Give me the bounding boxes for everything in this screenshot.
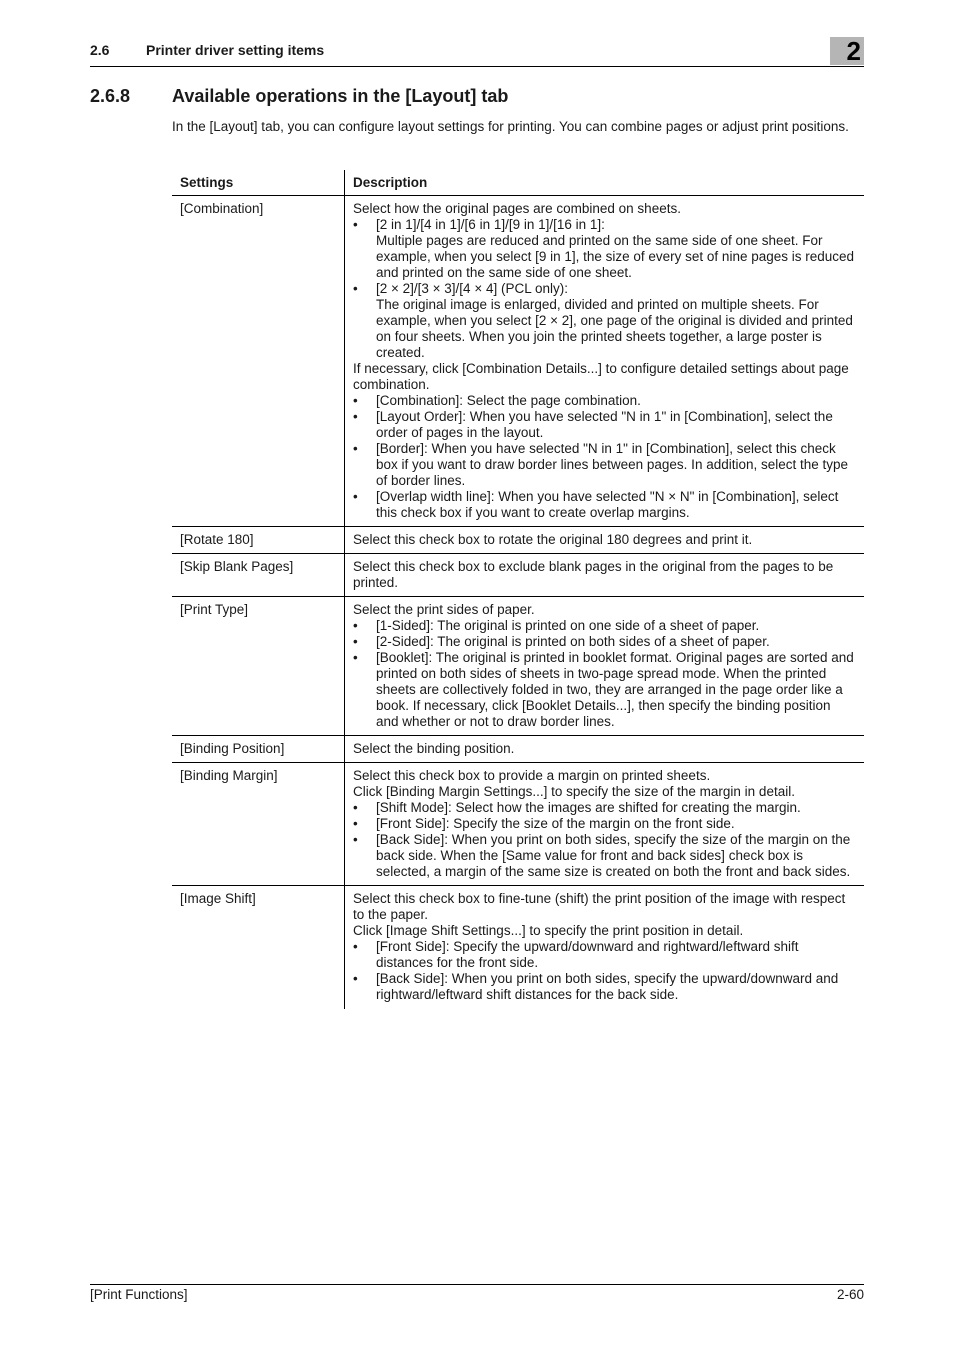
bullet-text: [2 in 1]/[4 in 1]/[6 in 1]/[9 in 1]/[16 in 1]: [376,217,605,232]
bullet-dot-icon: • [353,393,358,408]
running-footer [90,1284,864,1302]
bullet-item-continuation [353,297,856,361]
description-text: Select this check box to exclude blank pages in the original from the pages to be printed. [353,559,834,590]
bullet-item [353,409,856,441]
bullet-item [353,281,856,297]
setting-description-cell [345,196,865,527]
bullet-text: Multiple pages are reduced and printed on the same side of one sheet. For example, when you select [9 in 1], the size of every set of nine pages is reduced and printed on the same side of one sheet. [376,233,855,280]
bullet-list [353,618,856,730]
bullet-dot-icon: • [353,217,358,232]
table-row [172,527,864,554]
bullet-dot-icon: • [353,281,358,296]
bullet-text: [Back Side]: When you print on both sides, specify the size of the margin on the back side. When the [Same value for front and back sides] check box is selected, a margin of the same size is created on both the front and back sides. [376,832,851,879]
description-text: Select how the original pages are combined on sheets. [353,201,681,216]
chapter-number-badge: 2 [830,37,864,65]
bullet-text: [Layout Order]: When you have selected "N in 1" in [Combination], select the order of pages in the layout. [376,409,833,440]
bullet-dot-icon: • [353,832,358,847]
bullet-dot-icon: • [353,634,358,649]
bullet-text: [Border]: When you have selected "N in 1" in [Combination], select this check box if you want to draw border lines between pages. In addition, select the type of border lines. [376,441,849,488]
bullet-text: [Overlap width line]: When you have selected "N × N" in [Combination], select this check box if you want to create overlap margins. [376,489,839,520]
description-text: Select this check box to provide a margin on printed sheets. [353,768,711,783]
header-section-number: 2.6 [90,42,110,58]
bullet-item [353,816,856,832]
bullet-item [353,939,856,971]
bullet-item [353,832,856,880]
bullet-item [353,489,856,521]
bullet-dot-icon: • [353,650,358,665]
bullet-text: The original image is enlarged, divided and printed on multiple sheets. For example, when you select [2 × 2], one page of the original is divided and printed on four sheets. When you join the printed sheets together, a large poster is created. [376,297,853,360]
bullet-item-continuation [353,233,856,281]
setting-description-cell [345,763,865,886]
settings-table [172,170,864,1009]
bullet-dot-icon: • [353,800,358,815]
bullet-text: [Booklet]: The original is printed in booklet format. Original pages are sorted and printed on both sides of sheets in two-page spread mode. When the printed sheets are collectively folded in two, they are arranged in the page order like a book. If necessary, click [Booklet Details...], then specify the binding position and whether or not to draw border lines. [376,650,854,729]
column-header-settings: Settings [172,170,345,196]
bullet-text: [2 × 2]/[3 × 3]/[4 × 4] (PCL only): [376,281,568,296]
setting-name-cell: [Skip Blank Pages] [172,554,345,597]
setting-description-cell [345,527,865,554]
description-text: Click [Image Shift Settings...] to specify the print position in detail. [353,923,744,938]
setting-name-cell: [Binding Margin] [172,763,345,886]
description-text: Select the print sides of paper. [353,602,535,617]
page-number: 2-60 [836,1287,864,1302]
bullet-text: [Back Side]: When you print on both sides, specify the upward/downward and rightward/leftward shift distances for the back side. [376,971,839,1002]
bullet-dot-icon: • [353,939,358,954]
table-body [172,196,864,1010]
bullet-text: [1-Sided]: The original is printed on one side of a sheet of paper. [376,618,760,633]
bullet-item [353,800,856,816]
footer-manual-name: [Print Functions] [90,1287,188,1302]
setting-name-cell: [Image Shift] [172,886,345,1010]
bullet-text: [Front Side]: Specify the upward/downward and rightward/leftward shift distances for the front side. [376,939,799,970]
table-row [172,554,864,597]
setting-description-cell [345,554,865,597]
bullet-text: [2-Sided]: The original is printed on both sides of a sheet of paper. [376,634,770,649]
bullet-item [353,971,856,1003]
bullet-text: [Shift Mode]: Select how the images are shifted for creating the margin. [376,800,801,815]
bullet-dot-icon: • [353,618,358,633]
description-text: Select this check box to fine-tune (shift) the print position of the image with respect to the paper. [353,891,846,922]
bullet-dot-icon: • [353,489,358,504]
setting-name-cell: [Binding Position] [172,736,345,763]
setting-name-cell: [Print Type] [172,597,345,736]
setting-description-cell [345,736,865,763]
bullet-item [353,618,856,634]
bullet-dot-icon: • [353,441,358,456]
bullet-item [353,393,856,409]
table-row [172,763,864,886]
description-text: Click [Binding Margin Settings...] to specify the size of the margin in detail. [353,784,795,799]
running-header [90,36,864,67]
table-row [172,597,864,736]
bullet-list [353,800,856,880]
setting-name-cell: [Combination] [172,196,345,527]
bullet-dot-icon: • [353,971,358,986]
table-row [172,736,864,763]
header-section-title: Printer driver setting items [146,42,325,58]
table-row [172,886,864,1010]
bullet-item [353,634,856,650]
description-text: If necessary, click [Combination Details...] to configure detailed settings about page combination. [353,361,849,392]
bullet-text: [Front Side]: Specify the size of the margin on the front side. [376,816,735,831]
column-header-description: Description [345,170,865,196]
table-header-row [172,170,864,196]
section-number: 2.6.8 [90,86,131,106]
bullet-item [353,441,856,489]
bullet-item [353,217,856,233]
setting-description-cell [345,886,865,1010]
table-row [172,196,864,527]
intro-paragraph: In the [Layout] tab, you can configure layout settings for printing. You can combine pages or adjust print positions. [172,119,849,134]
description-text: Select the binding position. [353,741,515,756]
bullet-item [353,650,856,730]
bullet-dot-icon: • [353,816,358,831]
setting-description-cell [345,597,865,736]
description-text: Select this check box to rotate the original 180 degrees and print it. [353,532,753,547]
section-title: Available operations in the [Layout] tab [172,86,509,106]
bullet-list [353,217,856,361]
bullet-list [353,939,856,1003]
bullet-dot-icon: • [353,409,358,424]
bullet-text: [Combination]: Select the page combination. [376,393,641,408]
bullet-list [353,393,856,521]
setting-name-cell: [Rotate 180] [172,527,345,554]
